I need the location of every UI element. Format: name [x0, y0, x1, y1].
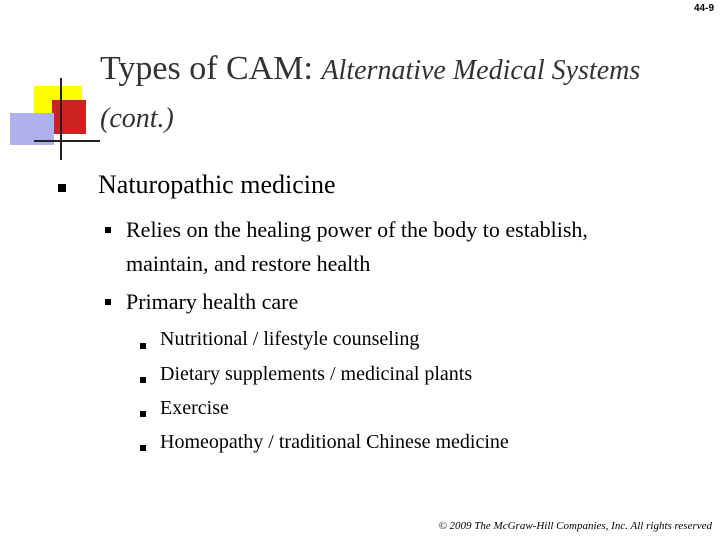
bullet-square-icon	[140, 411, 146, 417]
heading-naturopathic: Naturopathic medicine	[98, 170, 336, 199]
title-italic: Alternative Medical Systems (cont.)	[100, 55, 641, 134]
copyright-footer: © 2009 The McGraw-Hill Companies, Inc. All rights reserved	[438, 520, 712, 532]
bullet-square-icon	[58, 184, 66, 192]
vertical-line	[60, 78, 62, 160]
bullet-square-icon	[140, 377, 146, 383]
subpoint-nutrition: Nutritional / lifestyle counseling	[160, 328, 420, 350]
bullet-square-icon	[105, 299, 111, 305]
title-main: Types of CAM:	[100, 50, 322, 87]
bullet-square-icon	[140, 445, 146, 451]
point-healing-power: Relies on the healing power of the body to establish, maintain, and restore health	[126, 217, 588, 276]
bullet-square-icon	[105, 227, 111, 233]
slide-title	[100, 47, 700, 145]
red-square	[52, 100, 86, 134]
bullet-square-icon	[140, 343, 146, 349]
point-primary-care: Primary health care	[126, 289, 299, 314]
subpoint-homeopathy: Homeopathy / traditional Chinese medicine	[160, 431, 509, 453]
subpoint-supplements: Dietary supplements / medicinal plants	[160, 363, 473, 385]
horizontal-line	[34, 140, 100, 142]
decorative-logo-squares	[0, 0, 100, 170]
subpoint-exercise: Exercise	[160, 397, 229, 419]
slide-number: 44-9	[693, 3, 714, 14]
